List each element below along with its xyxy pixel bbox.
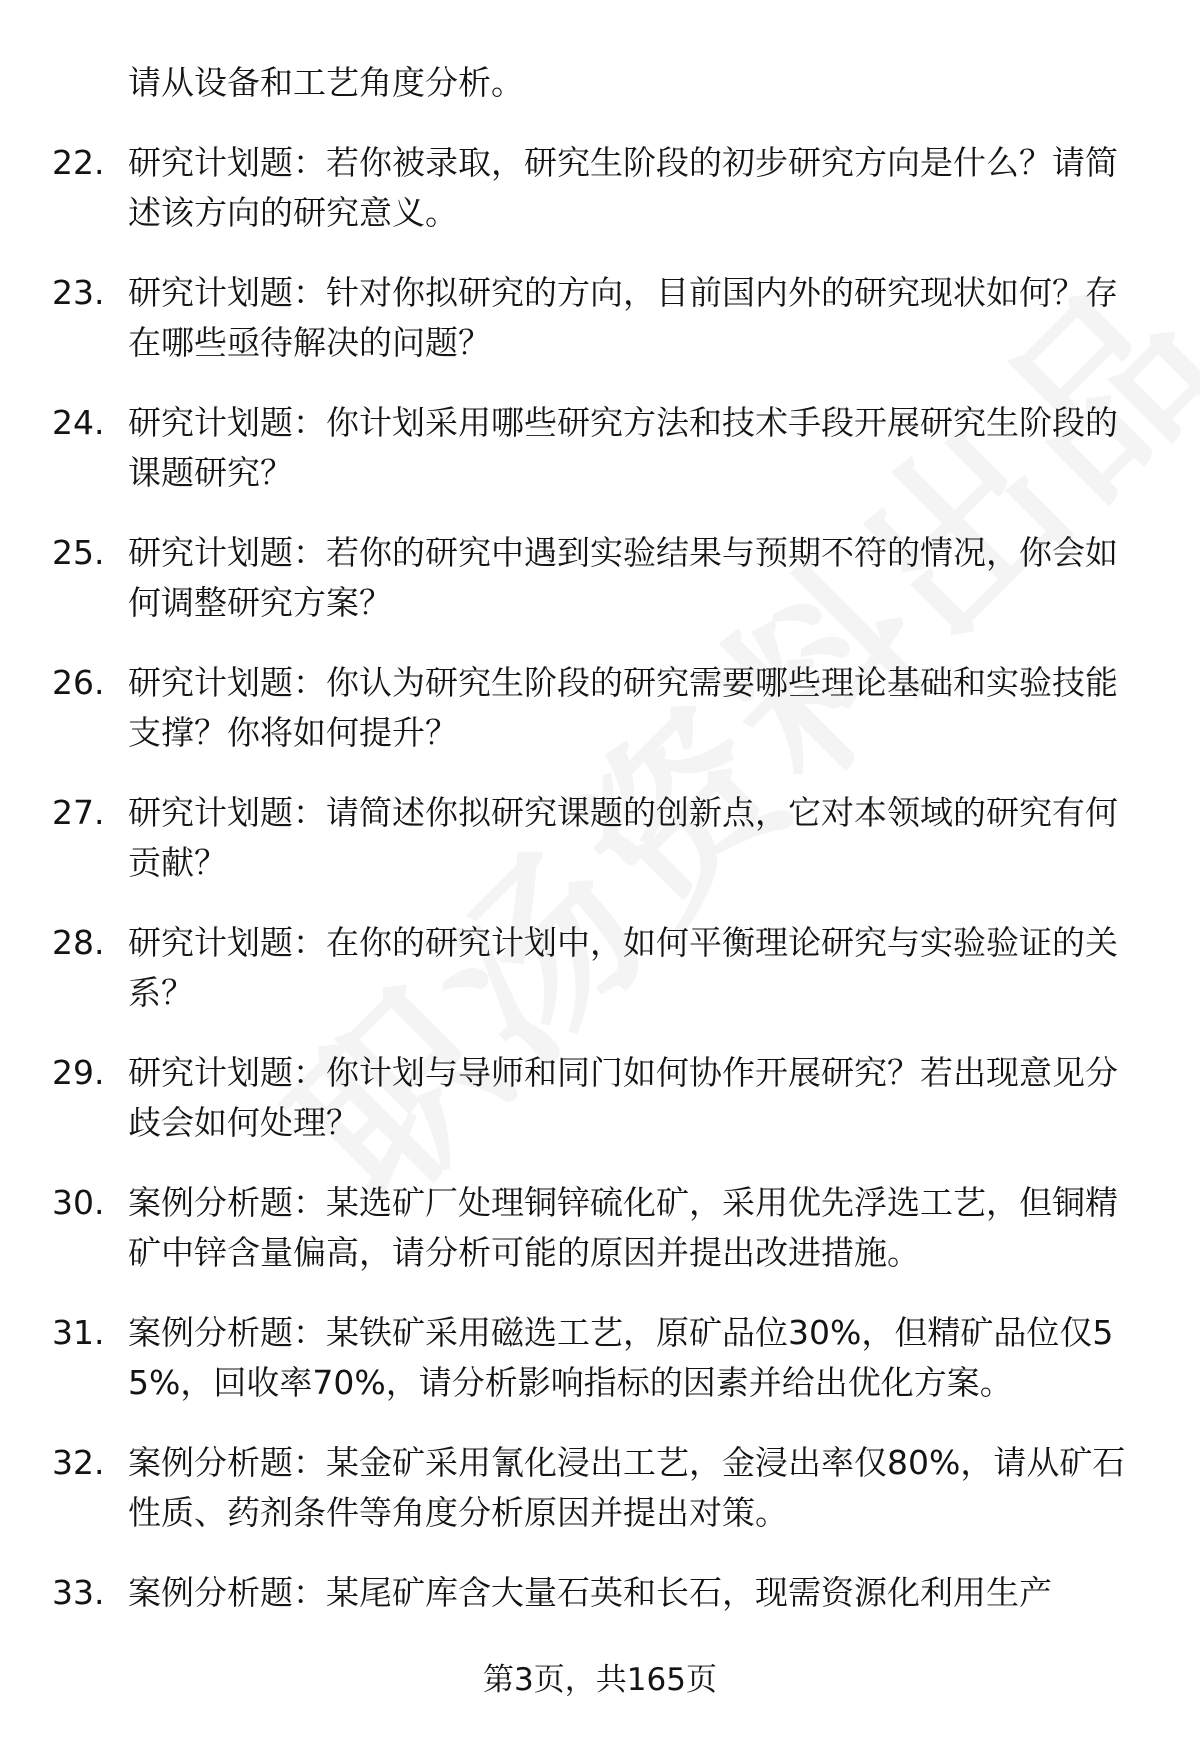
question-text: 研究计划题：请简述你拟研究课题的创新点，它对本领域的研究有何贡献？ xyxy=(128,793,1118,882)
question-text: 案例分析题：某选矿厂处理铜锌硫化矿，采用优先浮选工艺，但铜精矿中锌含量偏高，请分析可能的原因并提出改进措施。 xyxy=(128,1183,1118,1272)
question-item xyxy=(0,268,1200,398)
question-item xyxy=(0,918,1200,1048)
question-number: 30. xyxy=(52,1183,105,1222)
question-item xyxy=(0,788,1200,918)
question-item xyxy=(0,1438,1200,1568)
question-text: 案例分析题：某金矿采用氰化浸出工艺，金浸出率仅80%，请从矿石性质、药剂条件等角度分析原因并提出对策。 xyxy=(128,1443,1126,1532)
question-text: 案例分析题：某尾矿库含大量石英和长石，现需资源化利用生产 xyxy=(128,1573,1052,1612)
question-number: 31. xyxy=(52,1313,105,1352)
question-number: 32. xyxy=(52,1443,105,1482)
question-list xyxy=(0,138,1200,1628)
question-number: 24. xyxy=(52,403,105,442)
question-number: 25. xyxy=(52,533,105,572)
question-item xyxy=(0,1178,1200,1308)
question-number: 27. xyxy=(52,793,105,832)
question-item xyxy=(0,658,1200,788)
question-text: 研究计划题：你认为研究生阶段的研究需要哪些理论基础和实验技能支撑？你将如何提升？ xyxy=(128,663,1118,752)
question-item xyxy=(0,1048,1200,1178)
question-text: 研究计划题：若你的研究中遇到实验结果与预期不符的情况，你会如何调整研究方案？ xyxy=(128,533,1118,622)
question-number: 28. xyxy=(52,923,105,962)
question-text: 研究计划题：针对你拟研究的方向，目前国内外的研究现状如何？存在哪些亟待解决的问题？ xyxy=(128,273,1118,362)
question-number: 33. xyxy=(52,1573,105,1612)
question-text: 案例分析题：某铁矿采用磁选工艺，原矿品位30%，但精矿品位仅55%，回收率70%，请分析影响指标的因素并给出优化方案。 xyxy=(128,1313,1114,1402)
question-number: 26. xyxy=(52,663,105,702)
continuation-text: 请从设备和工艺角度分析。 xyxy=(128,63,524,102)
question-item xyxy=(0,138,1200,268)
question-text: 研究计划题：你计划与导师和同门如何协作开展研究？若出现意见分歧会如何处理？ xyxy=(128,1053,1118,1142)
question-number: 22. xyxy=(52,143,105,182)
question-number: 23. xyxy=(52,273,105,312)
question-number: 29. xyxy=(52,1053,105,1092)
question-text: 研究计划题：你计划采用哪些研究方法和技术手段开展研究生阶段的课题研究？ xyxy=(128,403,1118,492)
question-item xyxy=(0,1308,1200,1438)
question-item xyxy=(0,398,1200,528)
question-item xyxy=(0,528,1200,658)
question-text: 研究计划题：若你被录取，研究生阶段的初步研究方向是什么？请简述该方向的研究意义。 xyxy=(128,143,1118,232)
page-footer: 第3页，共165页 xyxy=(483,1662,717,1698)
question-text: 研究计划题：在你的研究计划中，如何平衡理论研究与实验验证的关系？ xyxy=(128,923,1118,1012)
question-item xyxy=(0,1568,1200,1628)
